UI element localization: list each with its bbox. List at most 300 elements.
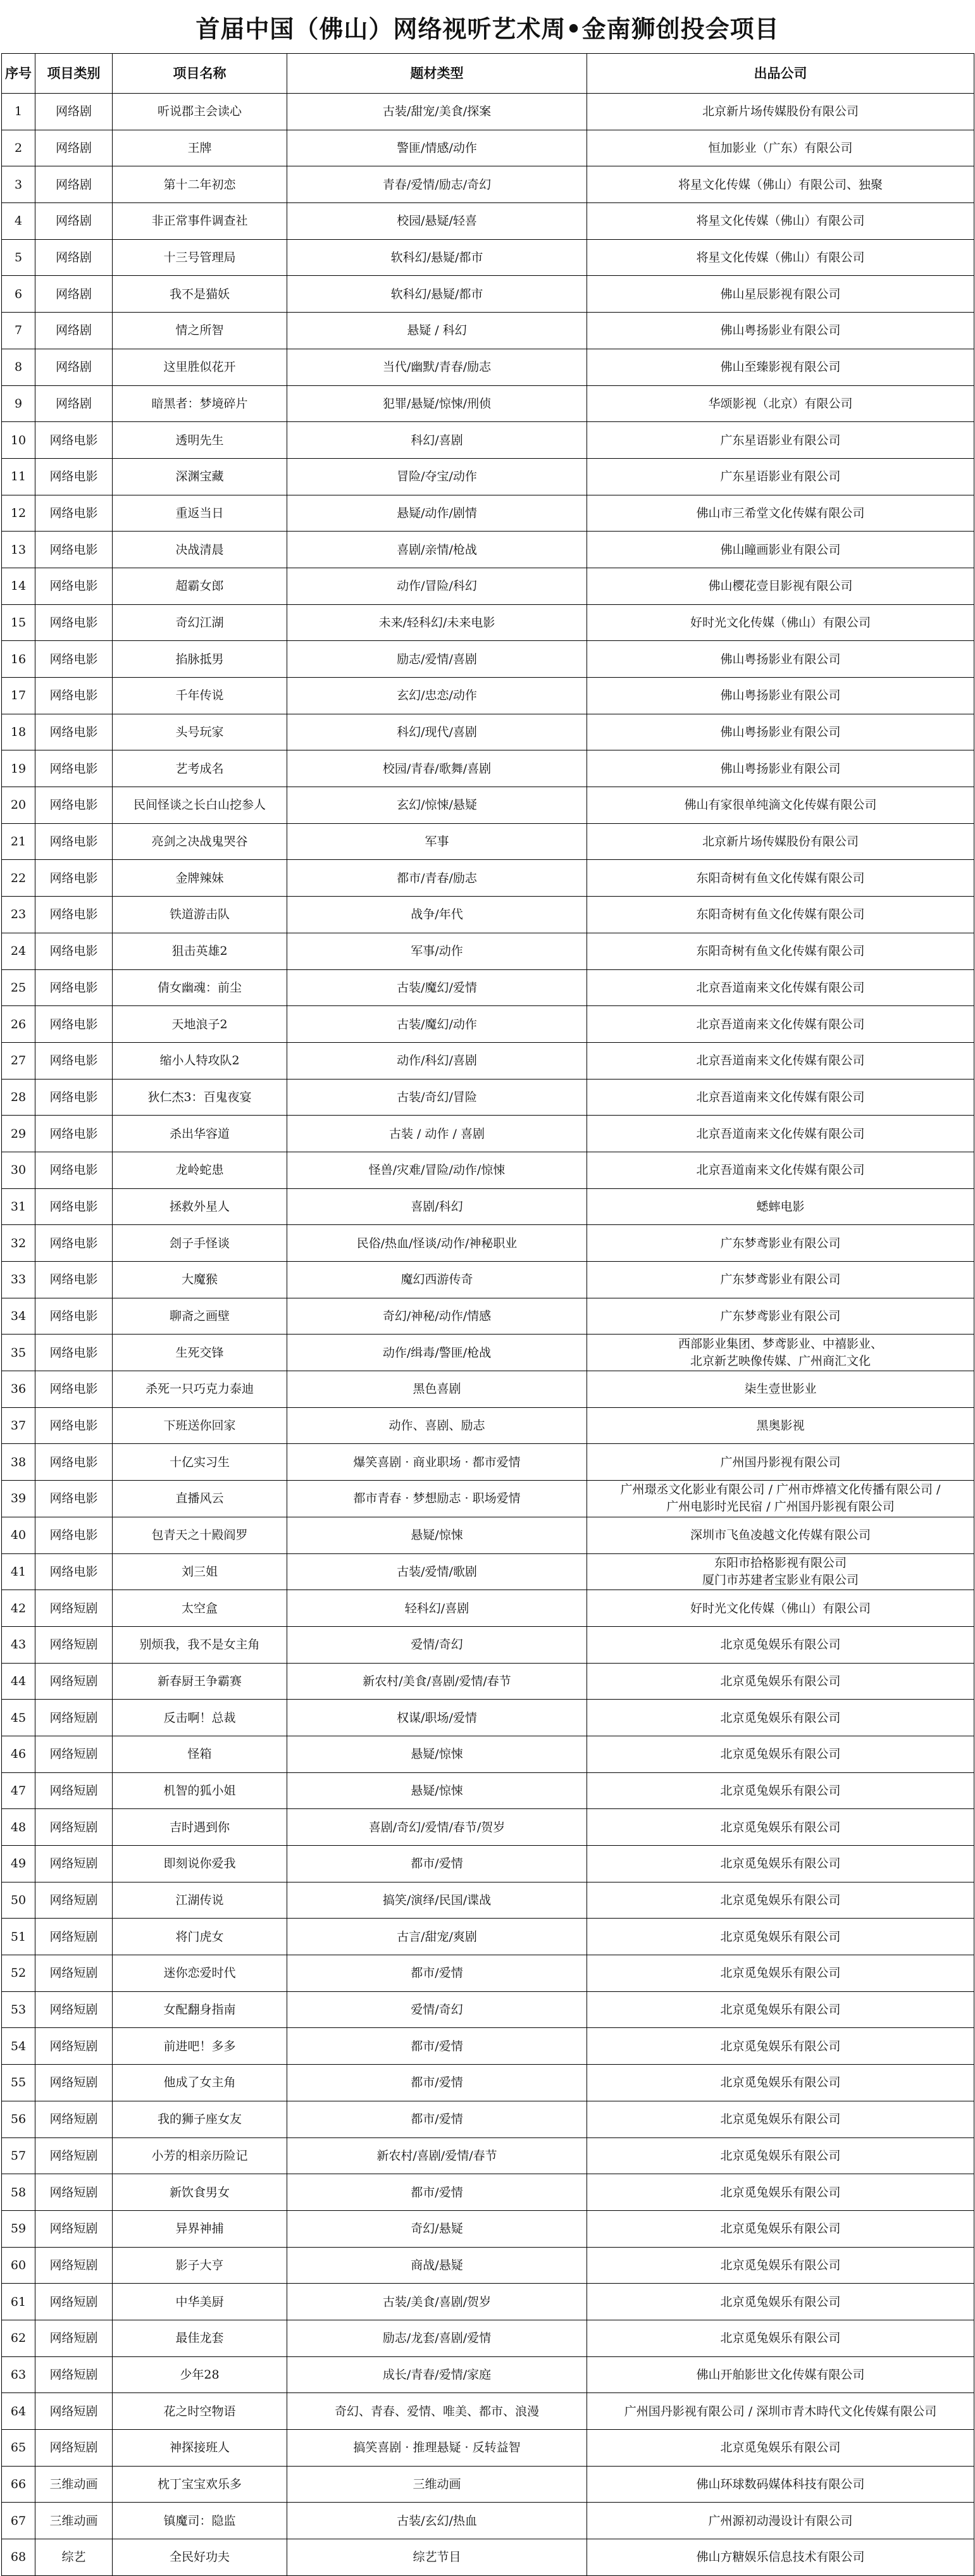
cell-company: 广州国丹影视有限公司 / 深圳市青木時代文化传媒有限公司 <box>587 2393 974 2430</box>
table-row <box>2 641 974 678</box>
table-row <box>2 385 974 422</box>
cell-no: 13 <box>2 532 35 568</box>
header-company: 出品公司 <box>587 54 974 94</box>
cell-company: 蟋蟀电影 <box>587 1188 974 1225</box>
cell-project-name: 金牌辣妹 <box>113 860 287 897</box>
cell-genre: 轻科幻/喜剧 <box>287 1590 587 1627</box>
cell-no: 38 <box>2 1444 35 1481</box>
cell-company: 广东星语影业有限公司 <box>587 422 974 459</box>
table-row <box>2 860 974 897</box>
cell-category: 网络电影 <box>35 897 113 933</box>
cell-no: 36 <box>2 1371 35 1408</box>
table-row <box>2 1700 974 1736</box>
cell-no: 45 <box>2 1700 35 1736</box>
cell-genre: 悬疑/惊悚 <box>287 1772 587 1809</box>
cell-no: 7 <box>2 313 35 349</box>
cell-company: 佛山星辰影视有限公司 <box>587 276 974 313</box>
table-row <box>2 495 974 532</box>
cell-project-name: 江湖传说 <box>113 1882 287 1919</box>
cell-category: 网络电影 <box>35 495 113 532</box>
cell-no: 63 <box>2 2356 35 2393</box>
cell-genre: 古装/奇幻/冒险 <box>287 1079 587 1116</box>
cell-genre: 成长/青春/爱情/家庭 <box>287 2356 587 2393</box>
cell-company: 北京觅兔娱乐有限公司 <box>587 1991 974 2028</box>
table-row <box>2 1882 974 1919</box>
cell-no: 54 <box>2 2028 35 2065</box>
cell-category: 网络电影 <box>35 1371 113 1408</box>
cell-category: 网络电影 <box>35 641 113 678</box>
table-row <box>2 897 974 933</box>
cell-project-name: 包青天之十殿阎罗 <box>113 1517 287 1553</box>
cell-project-name: 小芳的相亲历险记 <box>113 2137 287 2174</box>
cell-no: 58 <box>2 2174 35 2211</box>
table-row <box>2 2174 974 2211</box>
cell-project-name: 花之时空物语 <box>113 2393 287 2430</box>
cell-company: 东阳奇树有鱼文化传媒有限公司 <box>587 897 974 933</box>
cell-category: 网络短剧 <box>35 2174 113 2211</box>
cell-no: 52 <box>2 1955 35 1992</box>
cell-genre: 权谋/职场/爱情 <box>287 1700 587 1736</box>
cell-category: 网络剧 <box>35 166 113 203</box>
cell-genre: 古装/魔幻/爱情 <box>287 969 587 1006</box>
cell-company: 北京觅兔娱乐有限公司 <box>587 2028 974 2065</box>
cell-category: 网络电影 <box>35 860 113 897</box>
cell-company: 广东梦鸢影业有限公司 <box>587 1298 974 1335</box>
cell-genre: 新农村/美食/喜剧/爱情/春节 <box>287 1663 587 1700</box>
cell-genre: 怪兽/灾难/冒险/动作/惊悚 <box>287 1152 587 1188</box>
table-row <box>2 1079 974 1116</box>
cell-genre: 爱情/奇幻 <box>287 1991 587 2028</box>
cell-genre: 奇幻/神秘/动作/情感 <box>287 1298 587 1335</box>
page-title: 首届中国（佛山）网络视听艺术周•金南狮创投会项目 <box>196 14 779 43</box>
cell-no: 23 <box>2 897 35 933</box>
cell-genre: 奇幻/悬疑 <box>287 2210 587 2247</box>
cell-no: 18 <box>2 714 35 750</box>
cell-project-name: 龙岭蛇患 <box>113 1152 287 1188</box>
cell-project-name: 异界神捕 <box>113 2210 287 2247</box>
table-row <box>2 1298 974 1335</box>
cell-project-name: 怪箱 <box>113 1736 287 1772</box>
cell-category: 网络电影 <box>35 1079 113 1116</box>
cell-project-name: 全民好功夫 <box>113 2539 287 2576</box>
cell-category: 网络电影 <box>35 1444 113 1481</box>
cell-category: 网络短剧 <box>35 1919 113 1955</box>
cell-category: 网络电影 <box>35 1152 113 1188</box>
cell-genre: 警匪/情感/动作 <box>287 130 587 166</box>
cell-company: 佛山粤扬影业有限公司 <box>587 750 974 787</box>
table-row <box>2 1481 974 1517</box>
cell-genre: 古装/玄幻/热血 <box>287 2503 587 2539</box>
table-row <box>2 2539 974 2576</box>
cell-category: 网络短剧 <box>35 1882 113 1919</box>
table-row <box>2 1371 974 1408</box>
cell-project-name: 生死交锋 <box>113 1335 287 1371</box>
table-row <box>2 1444 974 1481</box>
table-row <box>2 2503 974 2539</box>
table-row <box>2 823 974 860</box>
cell-category: 网络电影 <box>35 1042 113 1079</box>
cell-genre: 玄幻/忠恋/动作 <box>287 678 587 714</box>
cell-no: 41 <box>2 1553 35 1590</box>
cell-project-name: 十三号管理局 <box>113 239 287 276</box>
cell-no: 32 <box>2 1225 35 1262</box>
cell-project-name: 枕丁宝宝欢乐多 <box>113 2466 287 2503</box>
cell-genre: 搞笑/演绎/民国/谍战 <box>287 1882 587 1919</box>
cell-no: 22 <box>2 860 35 897</box>
cell-project-name: 我的狮子座女友 <box>113 2101 287 2137</box>
cell-company: 北京吾道南来文化传媒有限公司 <box>587 1006 974 1043</box>
cell-company: 北京觅兔娱乐有限公司 <box>587 2320 974 2356</box>
table-row <box>2 604 974 641</box>
table-row <box>2 1846 974 1882</box>
table-row <box>2 2430 974 2467</box>
cell-no: 43 <box>2 1626 35 1663</box>
table-row <box>2 1262 974 1298</box>
cell-project-name: 即刻说你爱我 <box>113 1846 287 1882</box>
cell-no: 50 <box>2 1882 35 1919</box>
cell-no: 64 <box>2 2393 35 2430</box>
cell-category: 网络电影 <box>35 933 113 969</box>
cell-company: 佛山方糖娱乐信息技术有限公司 <box>587 2539 974 2576</box>
cell-no: 61 <box>2 2284 35 2320</box>
cell-category: 网络短剧 <box>35 2430 113 2467</box>
cell-category: 网络短剧 <box>35 2210 113 2247</box>
cell-project-name: 亮剑之决战鬼哭谷 <box>113 823 287 860</box>
table-row <box>2 203 974 240</box>
cell-category: 网络短剧 <box>35 2101 113 2137</box>
table-row <box>2 532 974 568</box>
cell-category: 网络电影 <box>35 823 113 860</box>
cell-no: 67 <box>2 2503 35 2539</box>
cell-project-name: 狙击英雄2 <box>113 933 287 969</box>
cell-company: 北京觅兔娱乐有限公司 <box>587 2137 974 2174</box>
cell-genre: 都市/爱情 <box>287 2065 587 2101</box>
cell-category: 网络电影 <box>35 787 113 824</box>
cell-genre: 动作/科幻/喜剧 <box>287 1042 587 1079</box>
cell-no: 60 <box>2 2247 35 2284</box>
cell-genre: 都市/爱情 <box>287 2174 587 2211</box>
cell-no: 59 <box>2 2210 35 2247</box>
cell-genre: 未来/轻科幻/未来电影 <box>287 604 587 641</box>
cell-category: 网络电影 <box>35 458 113 495</box>
cell-no: 20 <box>2 787 35 824</box>
table-row <box>2 1626 974 1663</box>
cell-genre: 黑色喜剧 <box>287 1371 587 1408</box>
cell-company: 广州国丹影视有限公司 <box>587 1444 974 1481</box>
table-row <box>2 933 974 969</box>
cell-project-name: 掐脉抵男 <box>113 641 287 678</box>
header-category: 项目类别 <box>35 54 113 94</box>
cell-project-name: 影子大亨 <box>113 2247 287 2284</box>
cell-no: 14 <box>2 568 35 604</box>
cell-project-name: 刽子手怪谈 <box>113 1225 287 1262</box>
cell-project-name: 反击啊！总裁 <box>113 1700 287 1736</box>
cell-no: 5 <box>2 239 35 276</box>
cell-no: 66 <box>2 2466 35 2503</box>
cell-genre: 古言/甜宠/爽剧 <box>287 1919 587 1955</box>
cell-company: 北京吾道南来文化传媒有限公司 <box>587 1116 974 1152</box>
cell-company: 北京吾道南来文化传媒有限公司 <box>587 1079 974 1116</box>
cell-project-name: 缩小人特攻队2 <box>113 1042 287 1079</box>
table-row <box>2 1517 974 1553</box>
table-row <box>2 2466 974 2503</box>
cell-genre: 新农村/喜剧/爱情/春节 <box>287 2137 587 2174</box>
cell-no: 11 <box>2 458 35 495</box>
cell-project-name: 下班送你回家 <box>113 1407 287 1444</box>
cell-genre: 奇幻、青春、爱情、唯美、都市、浪漫 <box>287 2393 587 2430</box>
cell-genre: 民俗/热血/怪谈/动作/神秘职业 <box>287 1225 587 1262</box>
cell-no: 15 <box>2 604 35 641</box>
cell-company: 恒加影业（广东）有限公司 <box>587 130 974 166</box>
cell-category: 网络电影 <box>35 1481 113 1517</box>
cell-project-name: 杀出华容道 <box>113 1116 287 1152</box>
cell-project-name: 吉时遇到你 <box>113 1809 287 1846</box>
cell-project-name: 新春厨王争霸赛 <box>113 1663 287 1700</box>
cell-no: 37 <box>2 1407 35 1444</box>
cell-company: 深圳市飞鱼凌越文化传媒有限公司 <box>587 1517 974 1553</box>
cell-company: 北京觅兔娱乐有限公司 <box>587 1846 974 1882</box>
cell-company: 柒生壹世影业 <box>587 1371 974 1408</box>
cell-company: 北京觅兔娱乐有限公司 <box>587 1919 974 1955</box>
table-row <box>2 422 974 459</box>
cell-project-name: 聊斋之画壁 <box>113 1298 287 1335</box>
cell-category: 网络剧 <box>35 203 113 240</box>
cell-no: 51 <box>2 1919 35 1955</box>
cell-genre: 都市/爱情 <box>287 1846 587 1882</box>
cell-project-name: 情之所智 <box>113 313 287 349</box>
cell-category: 网络剧 <box>35 313 113 349</box>
cell-no: 53 <box>2 1991 35 2028</box>
table-row <box>2 349 974 385</box>
cell-no: 56 <box>2 2101 35 2137</box>
cell-no: 39 <box>2 1481 35 1517</box>
header-no: 序号 <box>2 54 35 94</box>
table-header-row <box>2 54 974 94</box>
cell-no: 21 <box>2 823 35 860</box>
cell-category: 网络短剧 <box>35 2356 113 2393</box>
table-row <box>2 2393 974 2430</box>
cell-project-name: 迷你恋爱时代 <box>113 1955 287 1992</box>
table-row <box>2 678 974 714</box>
cell-company: 北京觅兔娱乐有限公司 <box>587 2065 974 2101</box>
cell-project-name: 太空盒 <box>113 1590 287 1627</box>
cell-category: 网络短剧 <box>35 2065 113 2101</box>
cell-no: 42 <box>2 1590 35 1627</box>
cell-company: 将星文化传媒（佛山）有限公司、独聚 <box>587 166 974 203</box>
header-genre: 题材类型 <box>287 54 587 94</box>
cell-no: 9 <box>2 385 35 422</box>
cell-no: 19 <box>2 750 35 787</box>
cell-no: 35 <box>2 1335 35 1371</box>
cell-company: 东阳奇树有鱼文化传媒有限公司 <box>587 933 974 969</box>
cell-company: 广东星语影业有限公司 <box>587 458 974 495</box>
cell-genre: 悬疑/惊悚 <box>287 1736 587 1772</box>
table-row <box>2 1590 974 1627</box>
cell-category: 网络剧 <box>35 385 113 422</box>
table-row <box>2 130 974 166</box>
cell-genre: 软科幻/悬疑/都市 <box>287 276 587 313</box>
table-row <box>2 1006 974 1043</box>
cell-category: 网络电影 <box>35 1006 113 1043</box>
cell-no: 68 <box>2 2539 35 2576</box>
cell-category: 网络短剧 <box>35 2137 113 2174</box>
table-row <box>2 1919 974 1955</box>
table-row <box>2 2284 974 2320</box>
cell-company: 北京吾道南来文化传媒有限公司 <box>587 1042 974 1079</box>
cell-project-name: 最佳龙套 <box>113 2320 287 2356</box>
table-row <box>2 94 974 130</box>
table-row <box>2 2028 974 2065</box>
cell-genre: 励志/爱情/喜剧 <box>287 641 587 678</box>
cell-company: 北京觅兔娱乐有限公司 <box>587 1663 974 1700</box>
cell-genre: 悬疑/惊悚 <box>287 1517 587 1553</box>
table-row <box>2 2247 974 2284</box>
cell-genre: 古装 / 动作 / 喜剧 <box>287 1116 587 1152</box>
cell-no: 26 <box>2 1006 35 1043</box>
cell-company: 佛山环球数码媒体科技有限公司 <box>587 2466 974 2503</box>
cell-project-name: 前进吧！多多 <box>113 2028 287 2065</box>
table-row <box>2 2210 974 2247</box>
cell-no: 24 <box>2 933 35 969</box>
cell-category: 网络短剧 <box>35 2393 113 2430</box>
cell-project-name: 艺考成名 <box>113 750 287 787</box>
cell-category: 网络短剧 <box>35 1772 113 1809</box>
cell-company: 佛山开舶影世文化传媒有限公司 <box>587 2356 974 2393</box>
cell-category: 网络电影 <box>35 969 113 1006</box>
cell-genre: 校园/青春/歌舞/喜剧 <box>287 750 587 787</box>
table-row <box>2 239 974 276</box>
cell-no: 65 <box>2 2430 35 2467</box>
cell-company: 佛山樱花壹目影视有限公司 <box>587 568 974 604</box>
cell-genre: 军事 <box>287 823 587 860</box>
table-row <box>2 714 974 750</box>
cell-category: 网络短剧 <box>35 2284 113 2320</box>
cell-company: 佛山市三希堂文化传媒有限公司 <box>587 495 974 532</box>
cell-project-name: 深渊宝藏 <box>113 458 287 495</box>
project-table <box>1 53 974 2576</box>
cell-project-name: 他成了女主角 <box>113 2065 287 2101</box>
cell-project-name: 十亿实习生 <box>113 1444 287 1481</box>
cell-genre: 都市青春 · 梦想励志 · 职场爱情 <box>287 1481 587 1517</box>
cell-project-name: 非正常事件调查社 <box>113 203 287 240</box>
cell-genre: 古装/魔幻/动作 <box>287 1006 587 1043</box>
cell-genre: 喜剧/奇幻/爱情/春节/贺岁 <box>287 1809 587 1846</box>
cell-company: 北京觅兔娱乐有限公司 <box>587 1700 974 1736</box>
cell-no: 1 <box>2 94 35 130</box>
cell-no: 31 <box>2 1188 35 1225</box>
cell-no: 34 <box>2 1298 35 1335</box>
table-row <box>2 969 974 1006</box>
cell-company: 佛山有家很单纯滴文化传媒有限公司 <box>587 787 974 824</box>
table-row <box>2 1225 974 1262</box>
cell-category: 网络电影 <box>35 1188 113 1225</box>
table-row <box>2 1116 974 1152</box>
cell-category: 网络电影 <box>35 1517 113 1553</box>
cell-genre: 都市/青春/励志 <box>287 860 587 897</box>
cell-category: 网络电影 <box>35 422 113 459</box>
table-row <box>2 2356 974 2393</box>
cell-project-name: 刘三姐 <box>113 1553 287 1590</box>
cell-project-name: 透明先生 <box>113 422 287 459</box>
cell-genre: 喜剧/科幻 <box>287 1188 587 1225</box>
table-row <box>2 313 974 349</box>
cell-project-name: 听说郡主会读心 <box>113 94 287 130</box>
cell-no: 4 <box>2 203 35 240</box>
cell-no: 48 <box>2 1809 35 1846</box>
cell-company: 北京觅兔娱乐有限公司 <box>587 1955 974 1992</box>
table-row <box>2 750 974 787</box>
cell-category: 网络电影 <box>35 714 113 750</box>
cell-genre: 校园/悬疑/轻喜 <box>287 203 587 240</box>
cell-no: 28 <box>2 1079 35 1116</box>
cell-no: 3 <box>2 166 35 203</box>
cell-genre: 励志/龙套/喜剧/爱情 <box>287 2320 587 2356</box>
cell-category: 网络电影 <box>35 532 113 568</box>
cell-company: 北京吾道南来文化传媒有限公司 <box>587 969 974 1006</box>
cell-company: 广州璟丞文化影业有限公司 / 广州市烨禧文化传播有限公司 / 广州电影时光民宿 / 广州国丹影视有限公司 <box>587 1481 974 1517</box>
cell-company: 北京觅兔娱乐有限公司 <box>587 1882 974 1919</box>
cell-category: 三维动画 <box>35 2466 113 2503</box>
cell-project-name: 头号玩家 <box>113 714 287 750</box>
cell-project-name: 镇魔司：隐监 <box>113 2503 287 2539</box>
cell-project-name: 拯救外星人 <box>113 1188 287 1225</box>
cell-no: 44 <box>2 1663 35 1700</box>
cell-no: 57 <box>2 2137 35 2174</box>
cell-project-name: 神探接班人 <box>113 2430 287 2467</box>
table-row <box>2 1663 974 1700</box>
cell-company: 北京吾道南来文化传媒有限公司 <box>587 1152 974 1188</box>
cell-no: 16 <box>2 641 35 678</box>
cell-project-name: 新饮食男女 <box>113 2174 287 2211</box>
cell-category: 综艺 <box>35 2539 113 2576</box>
cell-no: 46 <box>2 1736 35 1772</box>
cell-category: 网络电影 <box>35 1407 113 1444</box>
cell-project-name: 杀死一只巧克力泰迪 <box>113 1371 287 1408</box>
cell-no: 2 <box>2 130 35 166</box>
cell-company: 北京觅兔娱乐有限公司 <box>587 2430 974 2467</box>
cell-company: 西部影业集团、梦鸢影业、中禧影业、 北京新艺映像传媒、广州商汇文化 <box>587 1335 974 1371</box>
table-row <box>2 458 974 495</box>
cell-category: 网络剧 <box>35 130 113 166</box>
table-row <box>2 1736 974 1772</box>
cell-category: 网络短剧 <box>35 2247 113 2284</box>
cell-category: 网络短剧 <box>35 1991 113 2028</box>
cell-no: 47 <box>2 1772 35 1809</box>
cell-genre: 当代/幽默/青春/励志 <box>287 349 587 385</box>
cell-company: 北京觅兔娱乐有限公司 <box>587 1772 974 1809</box>
cell-category: 网络短剧 <box>35 2028 113 2065</box>
cell-category: 网络电影 <box>35 750 113 787</box>
cell-category: 网络电影 <box>35 604 113 641</box>
cell-genre: 冒险/夺宝/动作 <box>287 458 587 495</box>
cell-category: 网络剧 <box>35 94 113 130</box>
cell-category: 网络剧 <box>35 349 113 385</box>
cell-project-name: 民间怪谈之长白山挖参人 <box>113 787 287 824</box>
cell-project-name: 倩女幽魂：前尘 <box>113 969 287 1006</box>
cell-genre: 都市/爱情 <box>287 2101 587 2137</box>
cell-project-name: 第十二年初恋 <box>113 166 287 203</box>
cell-category: 网络电影 <box>35 1553 113 1590</box>
cell-genre: 三维动画 <box>287 2466 587 2503</box>
cell-category: 网络短剧 <box>35 1700 113 1736</box>
cell-category: 网络电影 <box>35 1225 113 1262</box>
cell-category: 网络电影 <box>35 1298 113 1335</box>
cell-category: 网络短剧 <box>35 1663 113 1700</box>
cell-company: 北京觅兔娱乐有限公司 <box>587 2284 974 2320</box>
table-row <box>2 1335 974 1371</box>
cell-category: 网络短剧 <box>35 1626 113 1663</box>
cell-company: 北京新片场传媒股份有限公司 <box>587 94 974 130</box>
